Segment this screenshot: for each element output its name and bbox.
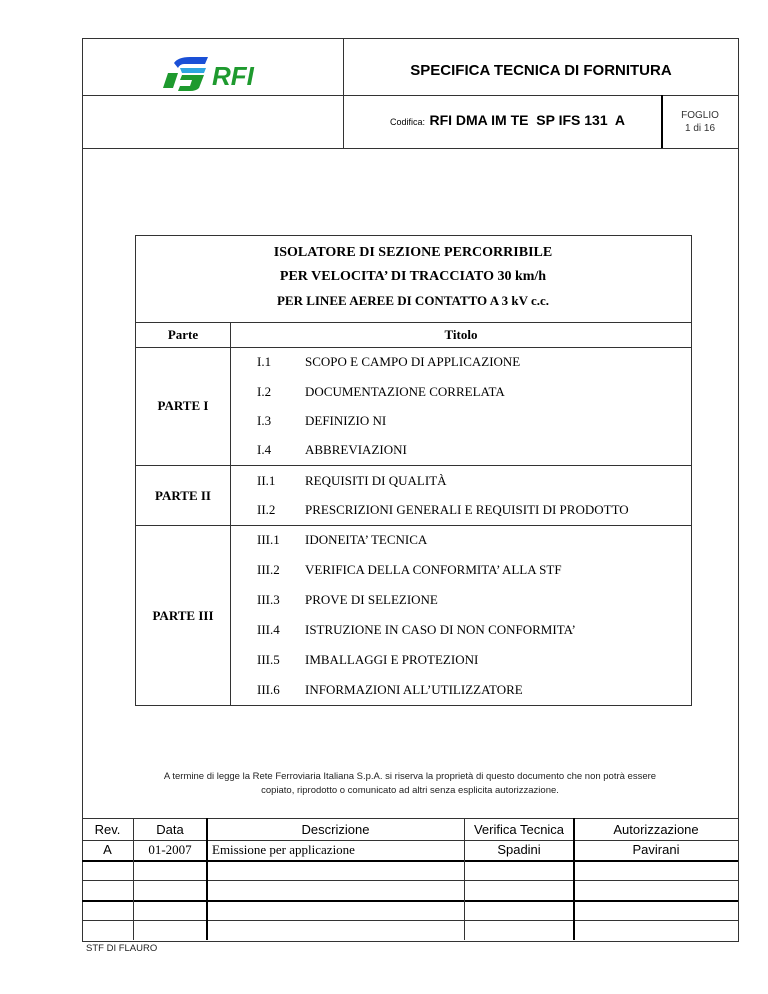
section-title: PROVE DI SELEZIONE <box>305 592 438 607</box>
rfi-logo <box>160 55 270 93</box>
section-number: II.2 <box>257 502 276 517</box>
autorizzazione-value: Pavirani <box>632 842 680 857</box>
section-number: I.1 <box>257 354 272 369</box>
section-title: INFORMAZIONI ALL’UTILIZZATORE <box>305 682 523 697</box>
section-number: II.1 <box>257 473 276 488</box>
spec-title-line-1: ISOLATORE DI SEZIONE PERCORRIBILE <box>273 245 553 260</box>
foglio-value: 1 di 16 <box>684 123 716 134</box>
footer-label: STF DI FLAURO <box>86 943 158 954</box>
section-number: III.3 <box>257 592 280 607</box>
column-header-parte: Parte <box>167 327 199 342</box>
section-title: VERIFICA DELLA CONFORMITA’ ALLA STF <box>305 562 562 577</box>
divider <box>82 880 738 881</box>
part-label: PARTE III <box>152 608 214 623</box>
section-number: I.2 <box>257 384 272 399</box>
section-title: SCOPO E CAMPO DI APPLICAZIONE <box>305 354 521 369</box>
divider <box>135 347 691 348</box>
verifica-header: Verifica Tecnica <box>473 822 565 837</box>
section-title: ISTRUZIONE IN CASO DI NON CONFORMITA’ <box>305 622 576 637</box>
date-value: 01-2007 <box>148 842 192 857</box>
description-value: Emissione per applicazione <box>212 842 355 857</box>
divider <box>661 95 663 148</box>
divider <box>82 900 738 902</box>
descrizione-header: Descrizione <box>301 822 370 837</box>
logo-text: RFI <box>212 61 254 91</box>
document-type-title: SPECIFICA TECNICA DI FORNITURA <box>410 62 672 79</box>
divider <box>82 95 738 96</box>
section-title: IDONEITA’ TECNICA <box>305 532 428 547</box>
divider <box>230 322 231 705</box>
section-title: ABBREVIAZIONI <box>305 442 407 457</box>
verifica-value: Spadini <box>497 842 541 857</box>
section-number: I.4 <box>257 442 272 457</box>
section-title: REQUISITI DI QUALITÀ <box>305 473 447 488</box>
section-title: PRESCRIZIONI GENERALI E REQUISITI DI PRODOTTO <box>305 502 629 517</box>
spec-title-line-2: PER VELOCITA’ DI TRACCIATO 30 km/h <box>279 269 547 284</box>
divider <box>135 322 691 323</box>
foglio-label: FOGLIO <box>681 110 719 121</box>
codifica-label: Codifica: <box>390 117 426 127</box>
part-label: PARTE II <box>154 488 211 503</box>
divider <box>135 525 691 526</box>
copyright-notice-line-1: A termine di legge la Rete Ferroviaria Italiana S.p.A. si riserva la proprietà di questo documento che non potrà essere <box>163 771 657 782</box>
divider <box>82 840 738 841</box>
divider <box>82 920 738 921</box>
section-number: III.6 <box>257 682 280 697</box>
codifica-value: RFI DMA IM TE SP IFS 131 A <box>429 112 625 128</box>
divider <box>135 465 691 466</box>
column-header-titolo: Titolo <box>444 327 478 342</box>
section-number: III.2 <box>257 562 280 577</box>
divider <box>343 38 344 148</box>
rev-value: A <box>103 842 112 857</box>
divider <box>82 818 738 819</box>
part-label: PARTE I <box>157 398 209 413</box>
spec-title-line-3: PER LINEE AEREE DI CONTATTO A 3 kV c.c. <box>276 293 550 308</box>
codifica <box>390 112 625 130</box>
section-number: III.1 <box>257 532 280 547</box>
section-number: I.3 <box>257 413 272 428</box>
section-number: III.5 <box>257 652 280 667</box>
divider <box>82 148 738 149</box>
section-title: DOCUMENTAZIONE CORRELATA <box>305 384 505 399</box>
rev-header: Rev. <box>94 822 121 837</box>
section-title: DEFINIZIO NI <box>305 413 387 428</box>
divider <box>82 860 738 862</box>
section-number: III.4 <box>257 622 280 637</box>
autorizzazione-header: Autorizzazione <box>613 822 699 837</box>
section-title: IMBALLAGGI E PROTEZIONI <box>305 652 479 667</box>
data-header: Data <box>156 822 184 837</box>
copyright-notice-line-2: copiato, riprodotto o comunicato ad altri senza esplicita autorizzazione. <box>261 785 559 796</box>
